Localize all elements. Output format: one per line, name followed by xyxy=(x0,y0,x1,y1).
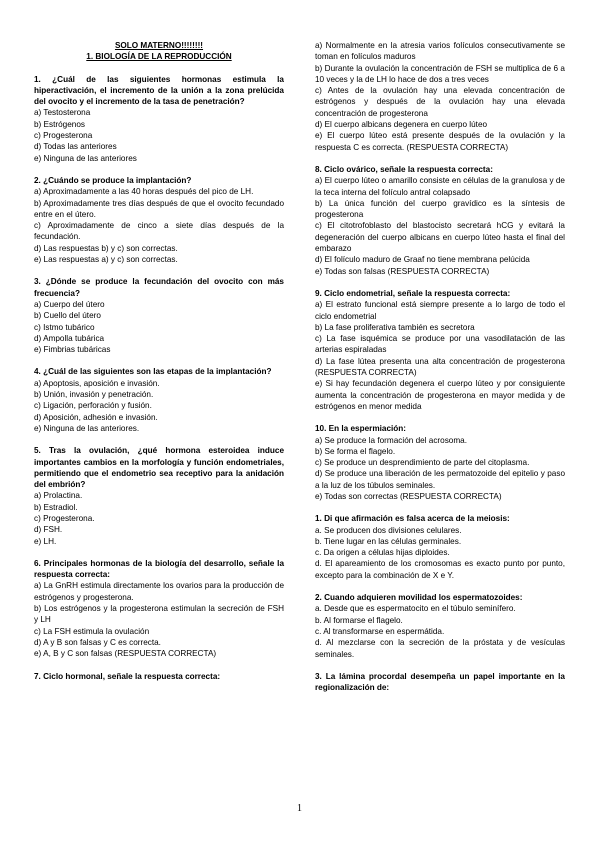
question-1-option-a: a) Testosterona xyxy=(34,108,91,118)
question-4-option-a: a) Apoptosis, aposición e invasión. xyxy=(34,378,160,388)
question-7-option-d: d) El cuerpo albicans degenera en cuerpo lúteo xyxy=(315,120,488,130)
question-2-option-c: c) Aproximadamente de cinco a siete días después de la fecundación. xyxy=(34,221,284,242)
question-5-option-c: c) Progesterona. xyxy=(34,513,95,523)
question-10-option-a: a) Se produce la formación del acrosoma. xyxy=(315,435,468,445)
question-9-option-d: d) La fase lútea presenta una alta concentración de progesterona (RESPUESTA CORRECTA) xyxy=(315,356,565,378)
question-8-option-e: e) Todas son falsas (RESPUESTA CORRECTA) xyxy=(315,266,490,276)
question-10-option-e: e) Todas son correctas (RESPUESTA CORRECTA) xyxy=(315,491,502,501)
question-6-option-b: b) Los estrógenos y la progesterona estimulan la secreción de FSH y LH xyxy=(34,604,284,625)
document-title: SOLO MATERNO!!!!!!!! xyxy=(114,41,204,50)
section-title: 1. BIOLOGÍA DE LA REPRODUCCIÓN xyxy=(86,52,232,62)
question-10-option-b: b) Se forma el flagelo. xyxy=(315,446,396,456)
question-5-option-d: d) FSH. xyxy=(34,525,63,535)
question-3-option-e: e) Fimbrias tubáricas xyxy=(34,345,111,355)
question-3: 3. ¿Dónde se produce la fecundación del ovocito con más frecuencia? xyxy=(34,277,284,298)
question-4: 4. ¿Cuál de las siguientes son las etapas de la implantación? xyxy=(34,367,272,377)
question-8-option-c: c) El citotrofoblasto del blastocisto secretará hCG y evitará la degeneración del cuerpo albicans en cuerpo lúteo hasta el final del embarazo xyxy=(315,221,565,254)
question-10-option-c: c) Se produce un desprendimiento de parte del citoplasma. xyxy=(315,458,530,468)
question-6-option-e: e) A, B y C son falsas (RESPUESTA CORRECTA) xyxy=(34,649,217,659)
question-4-option-b: b) Unión, invasión y penetración. xyxy=(34,390,154,400)
question-3-option-b: b) Cuello del útero xyxy=(34,311,101,321)
question-7-option-e: e) El cuerpo lúteo está presente después de la ovulación y la respuesta C es correcta. (RESPUESTA CORRECTA) xyxy=(315,131,565,152)
question-meiosis: 1. Di que afirmación es falsa acerca de la meiosis: xyxy=(315,514,510,524)
question-3-option-d: d) Ampolla tubárica xyxy=(34,333,105,343)
question-3-option-a: a) Cuerpo del útero xyxy=(34,299,105,309)
question-5-option-e: e) LH. xyxy=(34,536,57,546)
question-9-option-e: e) Si hay fecundación degenera el cuerpo lúteo y por consiguiente aumenta la concentración de progesterona en mayor medida y de estrógenos en menor medida xyxy=(315,379,565,411)
question-motility-option-c: c. Al transformarse en espermátida. xyxy=(315,626,445,636)
question-5-option-b: b) Estradiol. xyxy=(34,502,78,512)
question-5: 5. Tras la ovulación, ¿qué hormona esteroidea induce importantes cambios en la morfología y función endometriales, permitiendo que el endometrio sea receptivo para la anidación del embrión? xyxy=(34,446,284,490)
question-7-option-c: c) Antes de la ovulación hay una elevada concentración de estrógenos y después de la ovulación hay una elevada concentración de progesterona xyxy=(315,86,565,118)
right-column xyxy=(315,40,565,693)
question-10-option-d: d) Se produce una liberación de les permatozoide del epitelio y paso a la luz de los túbulos seminales. xyxy=(315,469,565,490)
question-8: 8. Ciclo ovárico, señale la respuesta correcta: xyxy=(315,164,493,174)
question-meiosis-option-a: a. Se producen dos divisiones celulares. xyxy=(315,525,462,535)
question-6: 6. Principales hormonas de la biología del desarrollo, señale la respuesta correcta: xyxy=(34,558,284,580)
question-meiosis-option-c: c. Da origen a células hijas diploides. xyxy=(315,548,450,558)
question-motility-option-a: a. Desde que es espermatocito en el túbulo seminífero. xyxy=(315,604,516,614)
question-6-option-c: c) La FSH estimula la ovulación xyxy=(34,626,150,636)
question-6-option-d: d) A y B son falsas y C es correcta. xyxy=(34,637,161,647)
question-2-option-d: d) Las respuestas b) y c) son correctas. xyxy=(34,243,178,253)
question-4-option-e: e) Ninguna de las anteriores. xyxy=(34,423,140,433)
question-1-option-e: e) Ninguna de las anteriores xyxy=(34,153,137,163)
question-1-option-b: b) Estrógenos xyxy=(34,119,85,129)
question-2-option-e: e) Las respuestas a) y c) son correctas. xyxy=(34,255,178,265)
question-motility: 2. Cuando adquieren movilidad los espermatozoides: xyxy=(315,593,523,603)
question-1: 1. ¿Cuál de las siguientes hormonas estimula la hiperactivación, el incremento de la unión a la zona prelúcida del ovocito y el incremento de la tasa de penetración? xyxy=(34,74,284,107)
question-7-option-b: b) Durante la ovulación la concentración de FSH se multiplica de 6 a 10 veces y la de LH lo hace de dos a tres veces xyxy=(315,63,565,84)
question-7-option-a: a) Normalmente en la atresia varios folículos consecutivamente se toman en folículos maduros xyxy=(315,41,565,62)
question-1-option-d: d) Todas las anteriores xyxy=(34,142,117,152)
question-2: 2. ¿Cuándo se produce la implantación? xyxy=(34,175,192,185)
question-meiosis-option-b: b. Tiene lugar en las células germinales. xyxy=(315,536,462,546)
question-2-option-b: b) Aproximadamente tres días después de que el ovocito fecundado entre en el útero. xyxy=(34,198,284,219)
question-4-option-d: d) Aposición, adhesión e invasión. xyxy=(34,412,158,422)
question-3-option-c: c) Istmo tubárico xyxy=(34,322,95,332)
question-9: 9. Ciclo endometrial, señale la respuesta correcta: xyxy=(315,288,511,298)
question-motility-option-d: d. Al mezclarse con la secreción de la próstata y de vesículas seminales. xyxy=(315,638,565,659)
question-8-option-a: a) El cuerpo lúteo o amarillo consiste en células de la granulosa y de la teca interna del folículo antral colapsado xyxy=(315,176,565,197)
question-1-option-c: c) Progesterona xyxy=(34,131,93,141)
left-column xyxy=(34,40,284,682)
page-number: 1 xyxy=(297,803,302,814)
question-10: 10. En la espermiación: xyxy=(315,424,407,434)
question-9-option-a: a) El estrato funcional está siempre presente a lo largo de todo el ciclo endometrial xyxy=(315,300,565,321)
question-2-option-a: a) Aproximadamente a las 40 horas después del pico de LH. xyxy=(34,187,254,197)
question-8-option-d: d) El folículo maduro de Graaf no tiene membrana pelúcida xyxy=(315,255,530,265)
question-9-option-b: b) La fase proliferativa también es secretora xyxy=(315,322,475,332)
question-4-option-c: c) Ligación, perforación y fusión. xyxy=(34,401,152,411)
question-meiosis-option-d: d. El apareamiento de los cromosomas es exacto punto por punto, excepto para la combinación de X e Y. xyxy=(315,559,565,580)
question-6-option-a: a) La GnRH estimula directamente los ovarios para la producción de estrógenos y progesterona. xyxy=(34,581,284,602)
question-procordal: 3. La lámina procordal desempeña un papel importante en la regionalización de: xyxy=(315,671,565,693)
question-8-option-b: b) La única función del cuerpo gravídico es la síntesis de progesterona xyxy=(315,198,565,220)
question-7: 7. Ciclo hormonal, señale la respuesta correcta: xyxy=(34,671,221,681)
question-motility-option-b: b. Al formarse el flagelo. xyxy=(315,615,403,625)
question-9-option-c: c) La fase isquémica se produce por una vasodilatación de las arterias espiraladas xyxy=(315,334,565,355)
question-5-option-a: a) Prolactina. xyxy=(34,491,83,501)
